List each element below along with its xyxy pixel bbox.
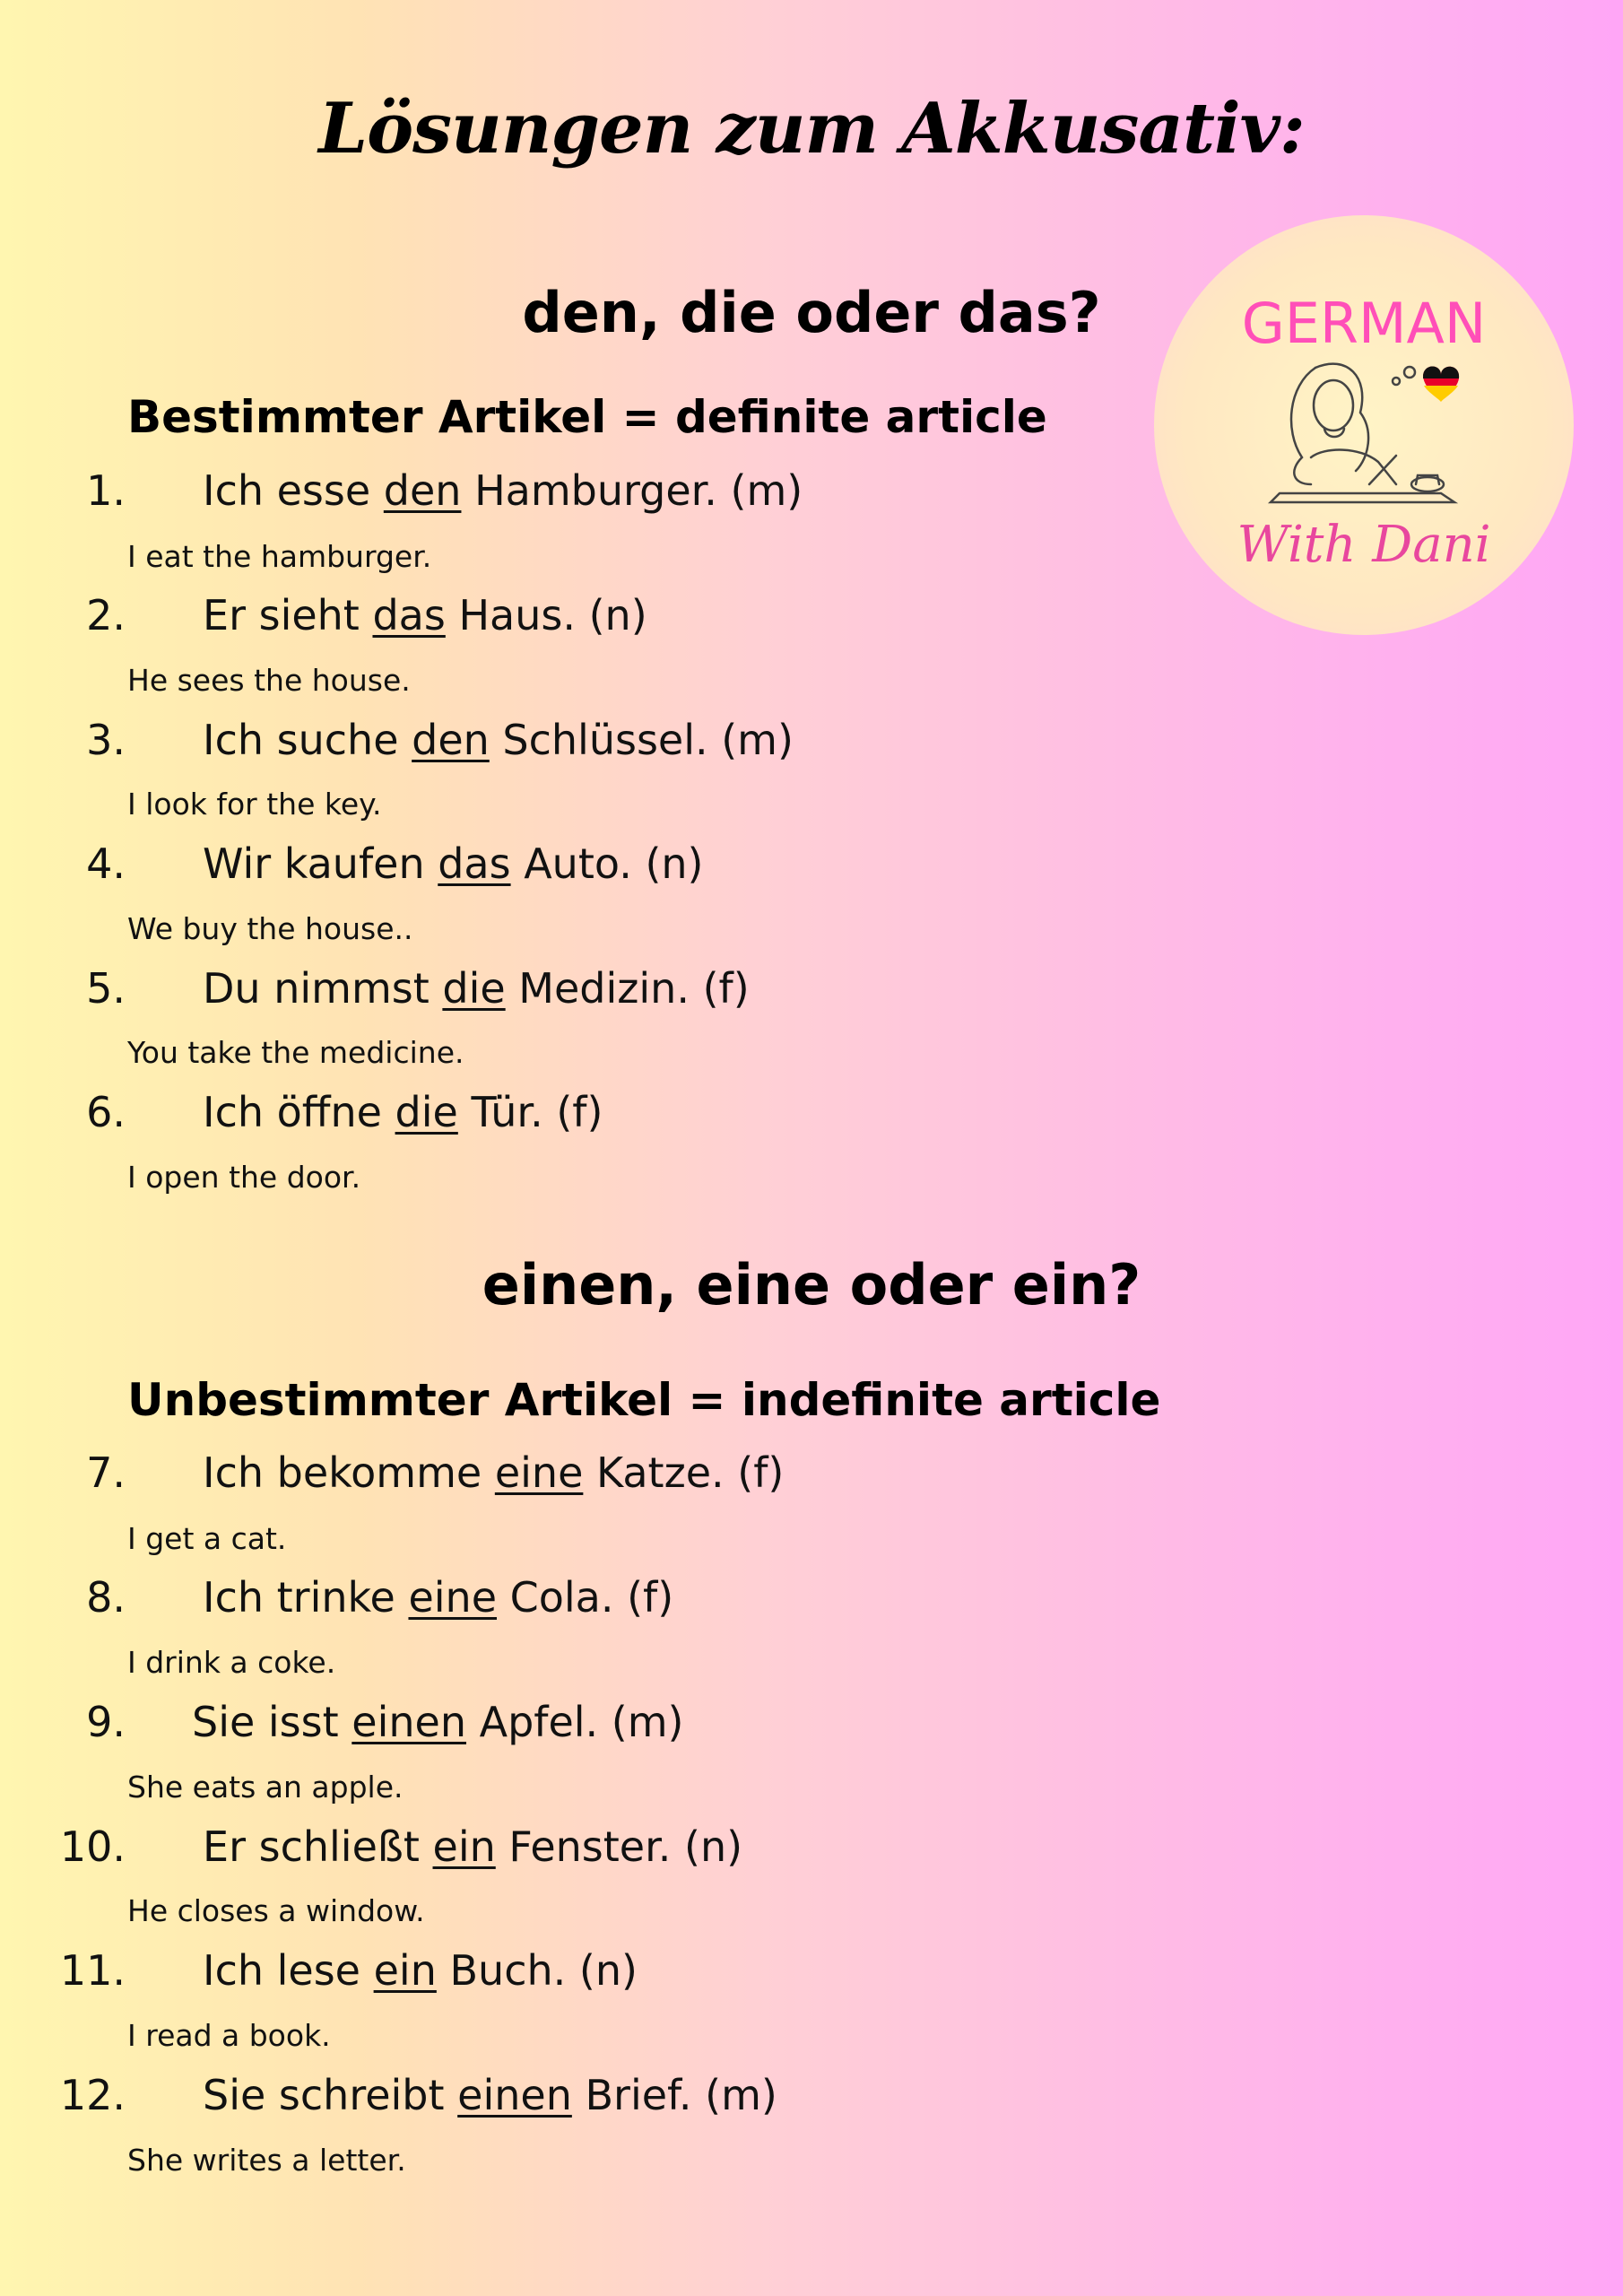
translation: I open the door. bbox=[127, 1160, 361, 1195]
item-number: 2. bbox=[86, 591, 126, 639]
logo bbox=[1154, 215, 1574, 635]
translation: I drink a coke. bbox=[127, 1645, 336, 1680]
article-answer: ein bbox=[373, 1946, 437, 1995]
translation: I get a cat. bbox=[127, 1521, 287, 1556]
translation: He closes a window. bbox=[127, 1893, 425, 1928]
article-answer: das bbox=[372, 591, 446, 639]
item-number: 7. bbox=[86, 1448, 126, 1497]
section-1-heading: den, die oder das? bbox=[522, 280, 1101, 345]
logo-script-text: With Dani bbox=[1237, 516, 1491, 574]
article-answer: ein bbox=[432, 1822, 496, 1871]
translation: I eat the hamburger. bbox=[127, 539, 432, 574]
translation: She eats an apple. bbox=[127, 1770, 404, 1805]
article-answer: die bbox=[442, 964, 506, 1013]
translation: I read a book. bbox=[127, 2018, 331, 2053]
section-2-subheading: Unbestimmter Artikel = indefinite article bbox=[127, 1374, 1161, 1426]
item-number: 6. bbox=[86, 1088, 126, 1136]
translation: You take the medicine. bbox=[127, 1035, 464, 1070]
item-number: 1. bbox=[86, 466, 126, 515]
translation: He sees the house. bbox=[127, 663, 411, 698]
article-answer: den bbox=[412, 716, 490, 764]
article-answer: einen bbox=[352, 1698, 466, 1746]
translation: I look for the key. bbox=[127, 787, 382, 822]
article-answer: das bbox=[438, 839, 511, 888]
item-number: 9. bbox=[86, 1698, 126, 1746]
item-number: 4. bbox=[86, 839, 126, 888]
item-number: 5. bbox=[86, 964, 126, 1013]
item-number: 10. bbox=[59, 1822, 126, 1871]
article-answer: den bbox=[383, 466, 462, 515]
article-answer: einen bbox=[457, 2071, 572, 2119]
translation: We buy the house.. bbox=[127, 911, 413, 946]
article-answer: die bbox=[395, 1088, 458, 1136]
section-1-subheading: Bestimmter Artikel = definite article bbox=[127, 391, 1047, 443]
article-answer: eine bbox=[494, 1448, 584, 1497]
item-number: 8. bbox=[86, 1573, 126, 1622]
logo-wordmark: GERMAN bbox=[1241, 291, 1487, 356]
page-title: Lösungen zum Akkusativ: bbox=[318, 88, 1305, 170]
item-number: 11. bbox=[59, 1946, 126, 1995]
section-2-heading: einen, eine oder ein? bbox=[482, 1252, 1141, 1318]
article-answer: eine bbox=[408, 1573, 497, 1622]
girl-illustration-icon bbox=[1262, 350, 1468, 511]
translation: She writes a letter. bbox=[127, 2143, 406, 2178]
item-number: 3. bbox=[86, 716, 126, 764]
item-number: 12. bbox=[59, 2071, 126, 2119]
